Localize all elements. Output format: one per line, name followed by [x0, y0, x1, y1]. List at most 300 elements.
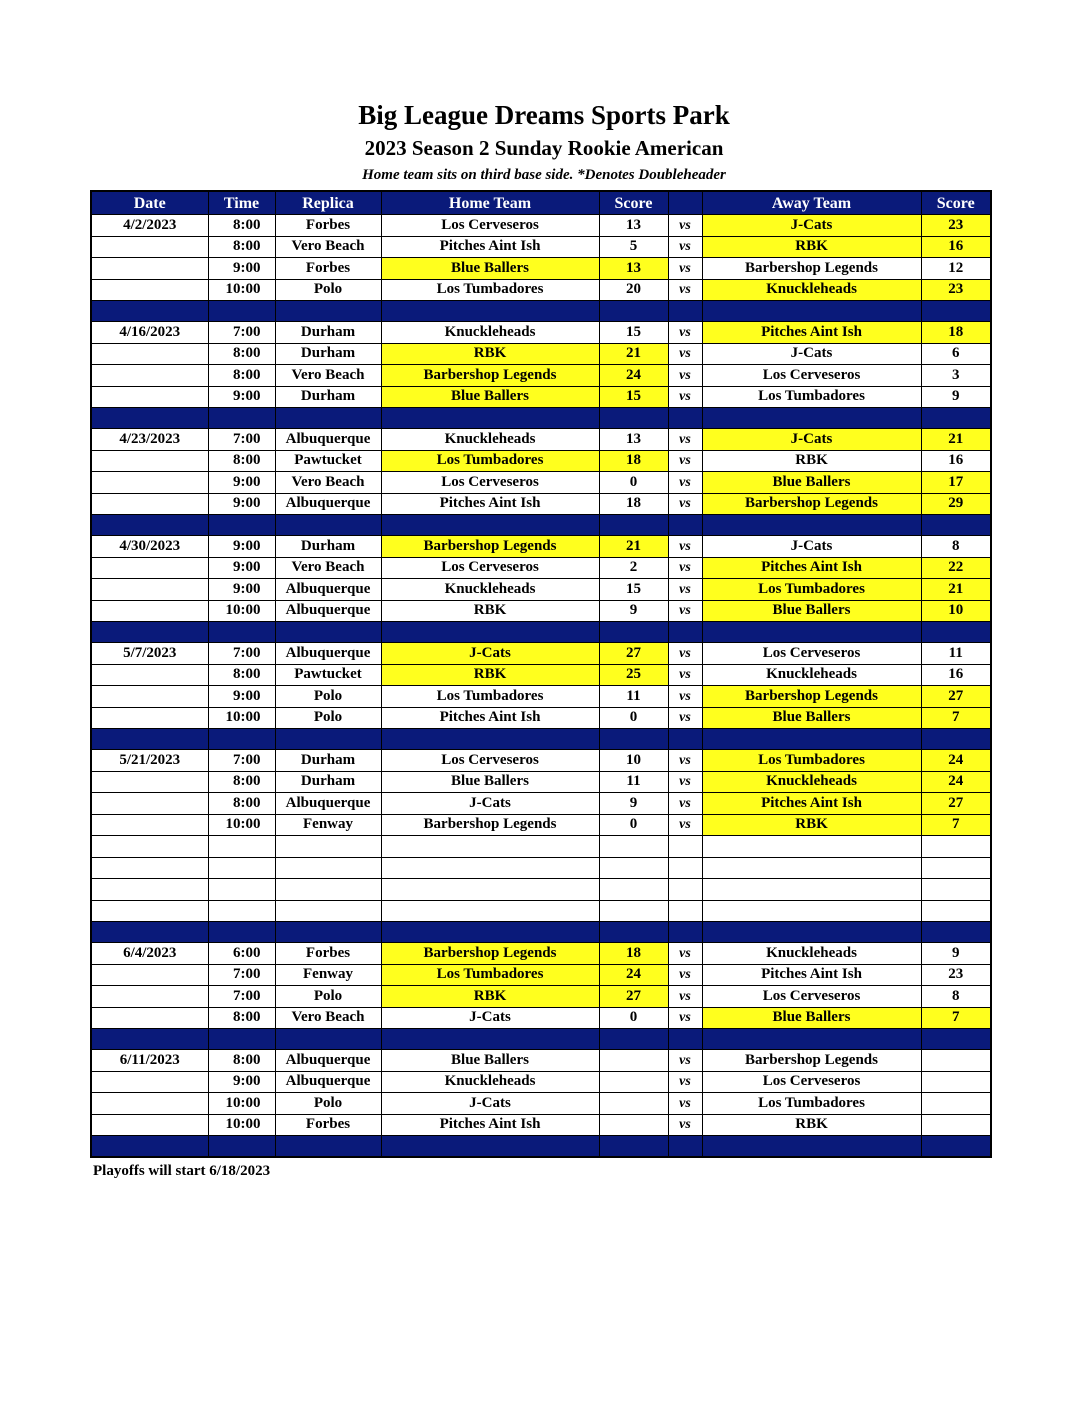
game-row: [91, 343, 991, 365]
away-score-cell: 11: [921, 643, 991, 665]
home-score-cell: 15: [599, 386, 668, 408]
time-cell: 10:00: [208, 1114, 275, 1136]
home-team-cell: Knuckleheads: [381, 579, 599, 601]
away-score-cell: 27: [921, 793, 991, 815]
separator-cell: [921, 729, 991, 750]
empty-cell: [381, 879, 599, 901]
away-team-cell: Pitches Aint Ish: [702, 557, 921, 579]
game-row: [91, 557, 991, 579]
away-team-cell: Pitches Aint Ish: [702, 793, 921, 815]
game-row: [91, 536, 991, 558]
date-cell: [91, 964, 208, 986]
date-cell: 4/23/2023: [91, 429, 208, 451]
time-cell: 9:00: [208, 493, 275, 515]
separator-cell: [381, 922, 599, 943]
game-row: [91, 279, 991, 301]
schedule-note: Home team sits on third base side. *Denotes Doubleheader: [362, 167, 726, 183]
separator-cell: [668, 729, 702, 750]
home-score-cell: 11: [599, 686, 668, 708]
away-team-cell: Los Tumbadores: [702, 1093, 921, 1115]
time-cell: 9:00: [208, 472, 275, 494]
home-team-cell: RBK: [381, 600, 599, 622]
separator-row: [91, 922, 991, 943]
away-team-cell: Knuckleheads: [702, 943, 921, 965]
date-cell: 4/2/2023: [91, 215, 208, 237]
separator-cell: [208, 301, 275, 322]
replica-cell: Albuquerque: [275, 793, 381, 815]
replica-cell: Pawtucket: [275, 450, 381, 472]
away-score-cell: 9: [921, 386, 991, 408]
game-row: [91, 707, 991, 729]
header-away-score: Score: [921, 191, 991, 215]
separator-cell: [702, 301, 921, 322]
home-score-cell: 13: [599, 215, 668, 237]
away-team-cell: Barbershop Legends: [702, 686, 921, 708]
date-cell: [91, 686, 208, 708]
time-cell: 7:00: [208, 322, 275, 344]
replica-cell: Forbes: [275, 1114, 381, 1136]
separator-cell: [599, 729, 668, 750]
home-score-cell: [599, 1093, 668, 1115]
away-score-cell: 24: [921, 771, 991, 793]
game-row: [91, 215, 991, 237]
home-score-cell: [599, 1114, 668, 1136]
replica-cell: Vero Beach: [275, 236, 381, 258]
away-score-cell: 21: [921, 579, 991, 601]
time-cell: 7:00: [208, 986, 275, 1008]
date-cell: 6/4/2023: [91, 943, 208, 965]
away-team-cell: Pitches Aint Ish: [702, 322, 921, 344]
game-row: [91, 643, 991, 665]
empty-cell: [91, 879, 208, 901]
separator-row: [91, 1029, 991, 1050]
separator-cell: [668, 1136, 702, 1158]
vs-cell: vs: [668, 1050, 702, 1072]
time-cell: 9:00: [208, 686, 275, 708]
away-score-cell: [921, 1050, 991, 1072]
away-team-cell: Knuckleheads: [702, 279, 921, 301]
away-team-cell: Knuckleheads: [702, 771, 921, 793]
separator-cell: [921, 301, 991, 322]
separator-cell: [668, 408, 702, 429]
empty-cell: [275, 836, 381, 858]
empty-cell: [91, 857, 208, 879]
separator-cell: [921, 515, 991, 536]
empty-cell: [208, 900, 275, 922]
separator-cell: [208, 408, 275, 429]
header-away-team: Away Team: [702, 191, 921, 215]
replica-cell: Vero Beach: [275, 472, 381, 494]
separator-cell: [702, 922, 921, 943]
time-cell: 7:00: [208, 429, 275, 451]
game-row: [91, 365, 991, 387]
vs-cell: vs: [668, 429, 702, 451]
separator-cell: [208, 729, 275, 750]
away-score-cell: 9: [921, 943, 991, 965]
home-team-cell: Knuckleheads: [381, 322, 599, 344]
separator-cell: [599, 408, 668, 429]
date-cell: [91, 557, 208, 579]
separator-cell: [275, 1136, 381, 1158]
time-cell: 6:00: [208, 943, 275, 965]
home-score-cell: 2: [599, 557, 668, 579]
separator-cell: [275, 622, 381, 643]
home-team-cell: Los Tumbadores: [381, 279, 599, 301]
replica-cell: Durham: [275, 536, 381, 558]
away-team-cell: Pitches Aint Ish: [702, 964, 921, 986]
away-score-cell: 7: [921, 707, 991, 729]
empty-cell: [921, 836, 991, 858]
separator-cell: [275, 729, 381, 750]
date-cell: [91, 450, 208, 472]
home-team-cell: Los Cerveseros: [381, 557, 599, 579]
vs-cell: vs: [668, 472, 702, 494]
replica-cell: Albuquerque: [275, 643, 381, 665]
replica-cell: Forbes: [275, 215, 381, 237]
home-score-cell: 25: [599, 664, 668, 686]
time-cell: 8:00: [208, 215, 275, 237]
empty-cell: [208, 857, 275, 879]
empty-cell: [921, 900, 991, 922]
separator-row: [91, 408, 991, 429]
replica-cell: Fenway: [275, 964, 381, 986]
away-score-cell: 27: [921, 686, 991, 708]
home-team-cell: Los Cerveseros: [381, 750, 599, 772]
away-score-cell: 23: [921, 964, 991, 986]
away-score-cell: 22: [921, 557, 991, 579]
replica-cell: Polo: [275, 1093, 381, 1115]
time-cell: 9:00: [208, 579, 275, 601]
replica-cell: Vero Beach: [275, 557, 381, 579]
separator-cell: [668, 622, 702, 643]
away-score-cell: 23: [921, 215, 991, 237]
game-row: [91, 1050, 991, 1072]
away-score-cell: 23: [921, 279, 991, 301]
time-cell: 10:00: [208, 1093, 275, 1115]
page-subtitle: 2023 Season 2 Sunday Rookie American: [364, 136, 724, 160]
date-cell: [91, 1007, 208, 1029]
date-cell: 6/11/2023: [91, 1050, 208, 1072]
date-cell: [91, 579, 208, 601]
schedule-body: [91, 215, 991, 1158]
home-team-cell: Blue Ballers: [381, 771, 599, 793]
home-team-cell: Los Tumbadores: [381, 964, 599, 986]
game-row: [91, 472, 991, 494]
away-team-cell: RBK: [702, 814, 921, 836]
home-score-cell: 20: [599, 279, 668, 301]
away-team-cell: Barbershop Legends: [702, 258, 921, 280]
separator-cell: [275, 922, 381, 943]
home-team-cell: Blue Ballers: [381, 1050, 599, 1072]
away-score-cell: 3: [921, 365, 991, 387]
away-score-cell: 16: [921, 664, 991, 686]
time-cell: 7:00: [208, 964, 275, 986]
separator-cell: [668, 1029, 702, 1050]
away-team-cell: Los Cerveseros: [702, 1071, 921, 1093]
separator-cell: [381, 1029, 599, 1050]
separator-cell: [275, 1029, 381, 1050]
date-cell: [91, 986, 208, 1008]
home-score-cell: 0: [599, 707, 668, 729]
home-score-cell: 0: [599, 472, 668, 494]
home-score-cell: 27: [599, 986, 668, 1008]
empty-cell: [275, 900, 381, 922]
away-score-cell: 21: [921, 429, 991, 451]
away-team-cell: Barbershop Legends: [702, 1050, 921, 1072]
home-team-cell: Blue Ballers: [381, 386, 599, 408]
away-score-cell: [921, 1114, 991, 1136]
away-score-cell: 18: [921, 322, 991, 344]
game-row: [91, 1114, 991, 1136]
separator-cell: [702, 622, 921, 643]
away-score-cell: 8: [921, 986, 991, 1008]
vs-cell: vs: [668, 664, 702, 686]
date-cell: [91, 1071, 208, 1093]
vs-cell: vs: [668, 1007, 702, 1029]
separator-cell: [599, 1136, 668, 1158]
empty-cell: [921, 857, 991, 879]
date-cell: [91, 343, 208, 365]
separator-cell: [381, 1136, 599, 1158]
replica-cell: Polo: [275, 686, 381, 708]
away-team-cell: RBK: [702, 1114, 921, 1136]
home-score-cell: 5: [599, 236, 668, 258]
away-score-cell: 17: [921, 472, 991, 494]
home-score-cell: 21: [599, 536, 668, 558]
home-score-cell: 10: [599, 750, 668, 772]
empty-cell: [91, 900, 208, 922]
away-score-cell: 16: [921, 450, 991, 472]
vs-cell: vs: [668, 386, 702, 408]
away-team-cell: Blue Ballers: [702, 707, 921, 729]
separator-cell: [599, 301, 668, 322]
away-team-cell: RBK: [702, 236, 921, 258]
away-team-cell: Los Cerveseros: [702, 365, 921, 387]
vs-cell: vs: [668, 557, 702, 579]
game-row: [91, 600, 991, 622]
home-team-cell: Knuckleheads: [381, 429, 599, 451]
home-team-cell: RBK: [381, 986, 599, 1008]
replica-cell: Durham: [275, 322, 381, 344]
separator-cell: [91, 922, 208, 943]
empty-cell: [668, 900, 702, 922]
empty-cell: [668, 857, 702, 879]
separator-cell: [668, 515, 702, 536]
vs-cell: vs: [668, 279, 702, 301]
time-cell: 8:00: [208, 343, 275, 365]
date-cell: [91, 472, 208, 494]
time-cell: 9:00: [208, 536, 275, 558]
vs-cell: vs: [668, 686, 702, 708]
replica-cell: Albuquerque: [275, 429, 381, 451]
separator-cell: [91, 301, 208, 322]
separator-cell: [91, 408, 208, 429]
home-team-cell: J-Cats: [381, 643, 599, 665]
separator-cell: [921, 1029, 991, 1050]
replica-cell: Forbes: [275, 258, 381, 280]
away-score-cell: [921, 1071, 991, 1093]
date-cell: [91, 493, 208, 515]
replica-cell: Polo: [275, 279, 381, 301]
home-team-cell: Barbershop Legends: [381, 814, 599, 836]
away-score-cell: [921, 1093, 991, 1115]
home-team-cell: J-Cats: [381, 1007, 599, 1029]
home-team-cell: Blue Ballers: [381, 258, 599, 280]
header-vs: [668, 191, 702, 215]
game-row: [91, 236, 991, 258]
time-cell: 8:00: [208, 450, 275, 472]
separator-cell: [381, 408, 599, 429]
vs-cell: vs: [668, 986, 702, 1008]
game-row: [91, 750, 991, 772]
home-team-cell: Pitches Aint Ish: [381, 236, 599, 258]
empty-cell: [91, 836, 208, 858]
empty-cell: [208, 836, 275, 858]
separator-cell: [702, 408, 921, 429]
replica-cell: Polo: [275, 986, 381, 1008]
separator-cell: [208, 515, 275, 536]
separator-row: [91, 515, 991, 536]
separator-cell: [599, 515, 668, 536]
home-score-cell: 11: [599, 771, 668, 793]
away-team-cell: Los Cerveseros: [702, 643, 921, 665]
game-row: [91, 429, 991, 451]
vs-cell: vs: [668, 236, 702, 258]
vs-cell: vs: [668, 964, 702, 986]
away-team-cell: Los Tumbadores: [702, 386, 921, 408]
vs-cell: vs: [668, 943, 702, 965]
date-cell: [91, 1093, 208, 1115]
time-cell: 9:00: [208, 258, 275, 280]
away-score-cell: 10: [921, 600, 991, 622]
date-cell: [91, 600, 208, 622]
time-cell: 10:00: [208, 707, 275, 729]
vs-cell: vs: [668, 1093, 702, 1115]
time-cell: 7:00: [208, 750, 275, 772]
separator-cell: [91, 622, 208, 643]
empty-cell: [668, 836, 702, 858]
away-team-cell: RBK: [702, 450, 921, 472]
date-cell: 4/30/2023: [91, 536, 208, 558]
vs-cell: vs: [668, 579, 702, 601]
separator-cell: [91, 515, 208, 536]
empty-cell: [208, 879, 275, 901]
empty-cell: [599, 900, 668, 922]
game-row: [91, 664, 991, 686]
empty-row: [91, 857, 991, 879]
separator-cell: [381, 729, 599, 750]
header-home-score: Score: [599, 191, 668, 215]
vs-cell: vs: [668, 814, 702, 836]
header-home-team: Home Team: [381, 191, 599, 215]
home-team-cell: Los Cerveseros: [381, 472, 599, 494]
game-row: [91, 814, 991, 836]
game-row: [91, 964, 991, 986]
empty-cell: [599, 836, 668, 858]
replica-cell: Albuquerque: [275, 1050, 381, 1072]
replica-cell: Durham: [275, 750, 381, 772]
separator-cell: [702, 729, 921, 750]
replica-cell: Albuquerque: [275, 579, 381, 601]
separator-cell: [599, 922, 668, 943]
away-score-cell: 24: [921, 750, 991, 772]
replica-cell: Fenway: [275, 814, 381, 836]
vs-cell: vs: [668, 258, 702, 280]
replica-cell: Forbes: [275, 943, 381, 965]
date-cell: [91, 365, 208, 387]
replica-cell: Albuquerque: [275, 493, 381, 515]
time-cell: 8:00: [208, 365, 275, 387]
empty-cell: [381, 836, 599, 858]
home-team-cell: Los Cerveseros: [381, 215, 599, 237]
empty-cell: [381, 900, 599, 922]
home-team-cell: Barbershop Legends: [381, 943, 599, 965]
home-score-cell: 18: [599, 450, 668, 472]
away-score-cell: 8: [921, 536, 991, 558]
page-title: Big League Dreams Sports Park: [358, 100, 730, 130]
separator-cell: [208, 922, 275, 943]
time-cell: 10:00: [208, 600, 275, 622]
date-cell: 4/16/2023: [91, 322, 208, 344]
away-team-cell: J-Cats: [702, 343, 921, 365]
time-cell: 8:00: [208, 793, 275, 815]
away-score-cell: 7: [921, 814, 991, 836]
date-cell: 5/7/2023: [91, 643, 208, 665]
home-score-cell: 18: [599, 493, 668, 515]
home-team-cell: J-Cats: [381, 1093, 599, 1115]
replica-cell: Albuquerque: [275, 600, 381, 622]
home-score-cell: 18: [599, 943, 668, 965]
home-team-cell: J-Cats: [381, 793, 599, 815]
empty-row: [91, 900, 991, 922]
game-row: [91, 943, 991, 965]
empty-cell: [275, 857, 381, 879]
empty-cell: [702, 879, 921, 901]
game-row: [91, 579, 991, 601]
empty-cell: [275, 879, 381, 901]
game-row: [91, 258, 991, 280]
separator-cell: [208, 1136, 275, 1158]
replica-cell: Durham: [275, 343, 381, 365]
header-time: Time: [208, 191, 275, 215]
time-cell: 10:00: [208, 814, 275, 836]
vs-cell: vs: [668, 322, 702, 344]
date-cell: [91, 279, 208, 301]
time-cell: 8:00: [208, 664, 275, 686]
date-cell: 5/21/2023: [91, 750, 208, 772]
separator-cell: [702, 1136, 921, 1158]
vs-cell: vs: [668, 793, 702, 815]
vs-cell: vs: [668, 365, 702, 387]
empty-cell: [599, 879, 668, 901]
away-score-cell: 16: [921, 236, 991, 258]
separator-cell: [668, 301, 702, 322]
separator-cell: [381, 515, 599, 536]
separator-cell: [381, 301, 599, 322]
home-score-cell: 21: [599, 343, 668, 365]
time-cell: 9:00: [208, 1071, 275, 1093]
time-cell: 8:00: [208, 1007, 275, 1029]
replica-cell: Albuquerque: [275, 1071, 381, 1093]
replica-cell: Durham: [275, 771, 381, 793]
away-team-cell: J-Cats: [702, 215, 921, 237]
vs-cell: vs: [668, 750, 702, 772]
away-team-cell: Barbershop Legends: [702, 493, 921, 515]
date-cell: [91, 814, 208, 836]
separator-row: [91, 622, 991, 643]
vs-cell: vs: [668, 536, 702, 558]
home-score-cell: 24: [599, 964, 668, 986]
